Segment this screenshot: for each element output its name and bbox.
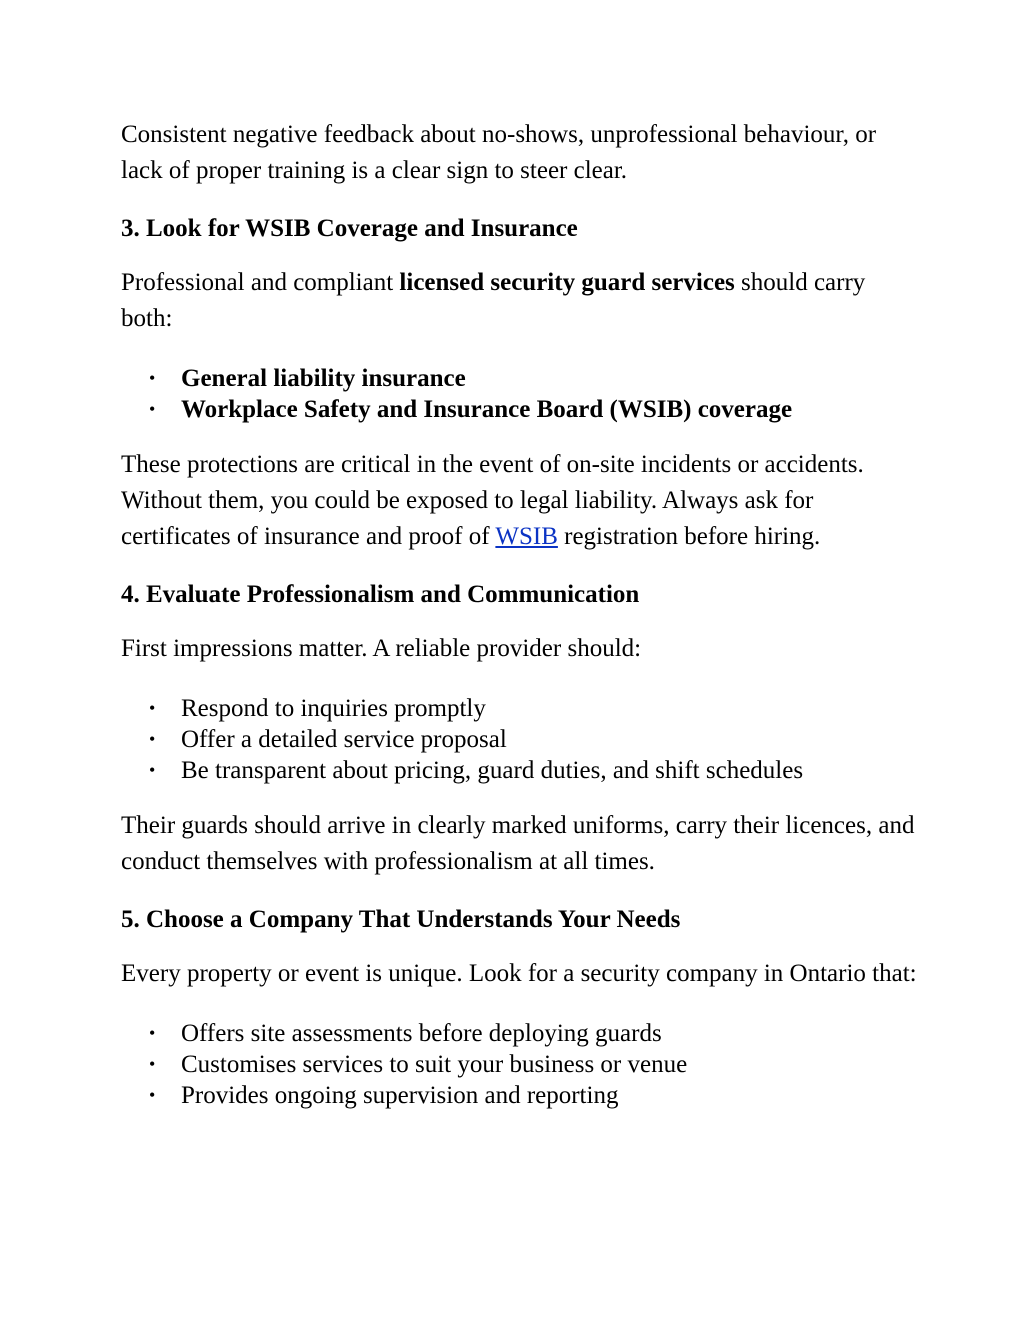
bullet-icon: • — [149, 368, 156, 388]
section-5-heading: 5. Choose a Company That Understands Your Needs — [121, 906, 681, 933]
bullet-icon: • — [149, 1023, 156, 1043]
list-item-text: General liability insurance — [181, 365, 466, 392]
section-3-lead-text: Professional and compliant — [121, 269, 400, 296]
section-4-body: Their guards should arrive in clearly marked uniforms, carry their licences, and conduct themselves with professionalism at all times. — [121, 812, 915, 875]
bullet-icon: • — [149, 760, 156, 780]
bullet-icon: • — [149, 1085, 156, 1105]
section-3-lead-text-end: should carry both: — [121, 269, 866, 332]
section-4-lead: First impressions matter. A reliable provider should: — [121, 635, 642, 662]
list-item-text: Offer a detailed service proposal — [181, 726, 507, 753]
list-item — [121, 363, 921, 394]
section-3-heading: 3. Look for WSIB Coverage and Insurance — [121, 215, 578, 242]
bullet-icon: • — [149, 1054, 156, 1074]
bullet-icon: • — [149, 729, 156, 749]
list-item — [121, 693, 921, 724]
section-3-body-text-end: registration before hiring. — [557, 523, 821, 550]
section-5-lead: Every property or event is unique. Look for a security company in Ontario that: — [121, 960, 917, 987]
list-item — [121, 724, 921, 755]
section-3-lead — [121, 265, 921, 337]
bullet-icon: • — [149, 399, 156, 419]
wsib-link[interactable]: WSIB — [495, 523, 558, 550]
section-3-lead-bold: licensed security guard services — [399, 269, 735, 296]
list-item-text: Respond to inquiries promptly — [181, 695, 486, 722]
list-item-text: Offers site assessments before deploying guards — [181, 1020, 662, 1047]
section-5-list — [121, 1018, 921, 1111]
section-3-list — [121, 363, 921, 425]
list-item — [121, 1018, 921, 1049]
list-item-text: Provides ongoing supervision and reporting — [181, 1082, 619, 1109]
section-3-body — [121, 447, 921, 555]
intro-paragraph: Consistent negative feedback about no-shows, unprofessional behaviour, or lack of proper training is a clear sign to steer clear. — [121, 121, 877, 184]
section-4-list — [121, 693, 921, 786]
section-3-body-text: These protections are critical in the event of on-site incidents or accidents. Without them, you could be exposed to legal liability. Always ask for certificates of insurance and proof of — [121, 451, 864, 550]
document-page — [121, 117, 921, 1111]
list-item-text: Be transparent about pricing, guard duties, and shift schedules — [181, 757, 804, 784]
bullet-icon: • — [149, 698, 156, 718]
list-item — [121, 394, 921, 425]
section-4-heading: 4. Evaluate Professionalism and Communication — [121, 581, 640, 608]
list-item-text: Customises services to suit your business or venue — [181, 1051, 688, 1078]
list-item — [121, 1080, 921, 1111]
list-item — [121, 755, 921, 786]
list-item-text: Workplace Safety and Insurance Board (WSIB) coverage — [181, 396, 793, 423]
list-item — [121, 1049, 921, 1080]
